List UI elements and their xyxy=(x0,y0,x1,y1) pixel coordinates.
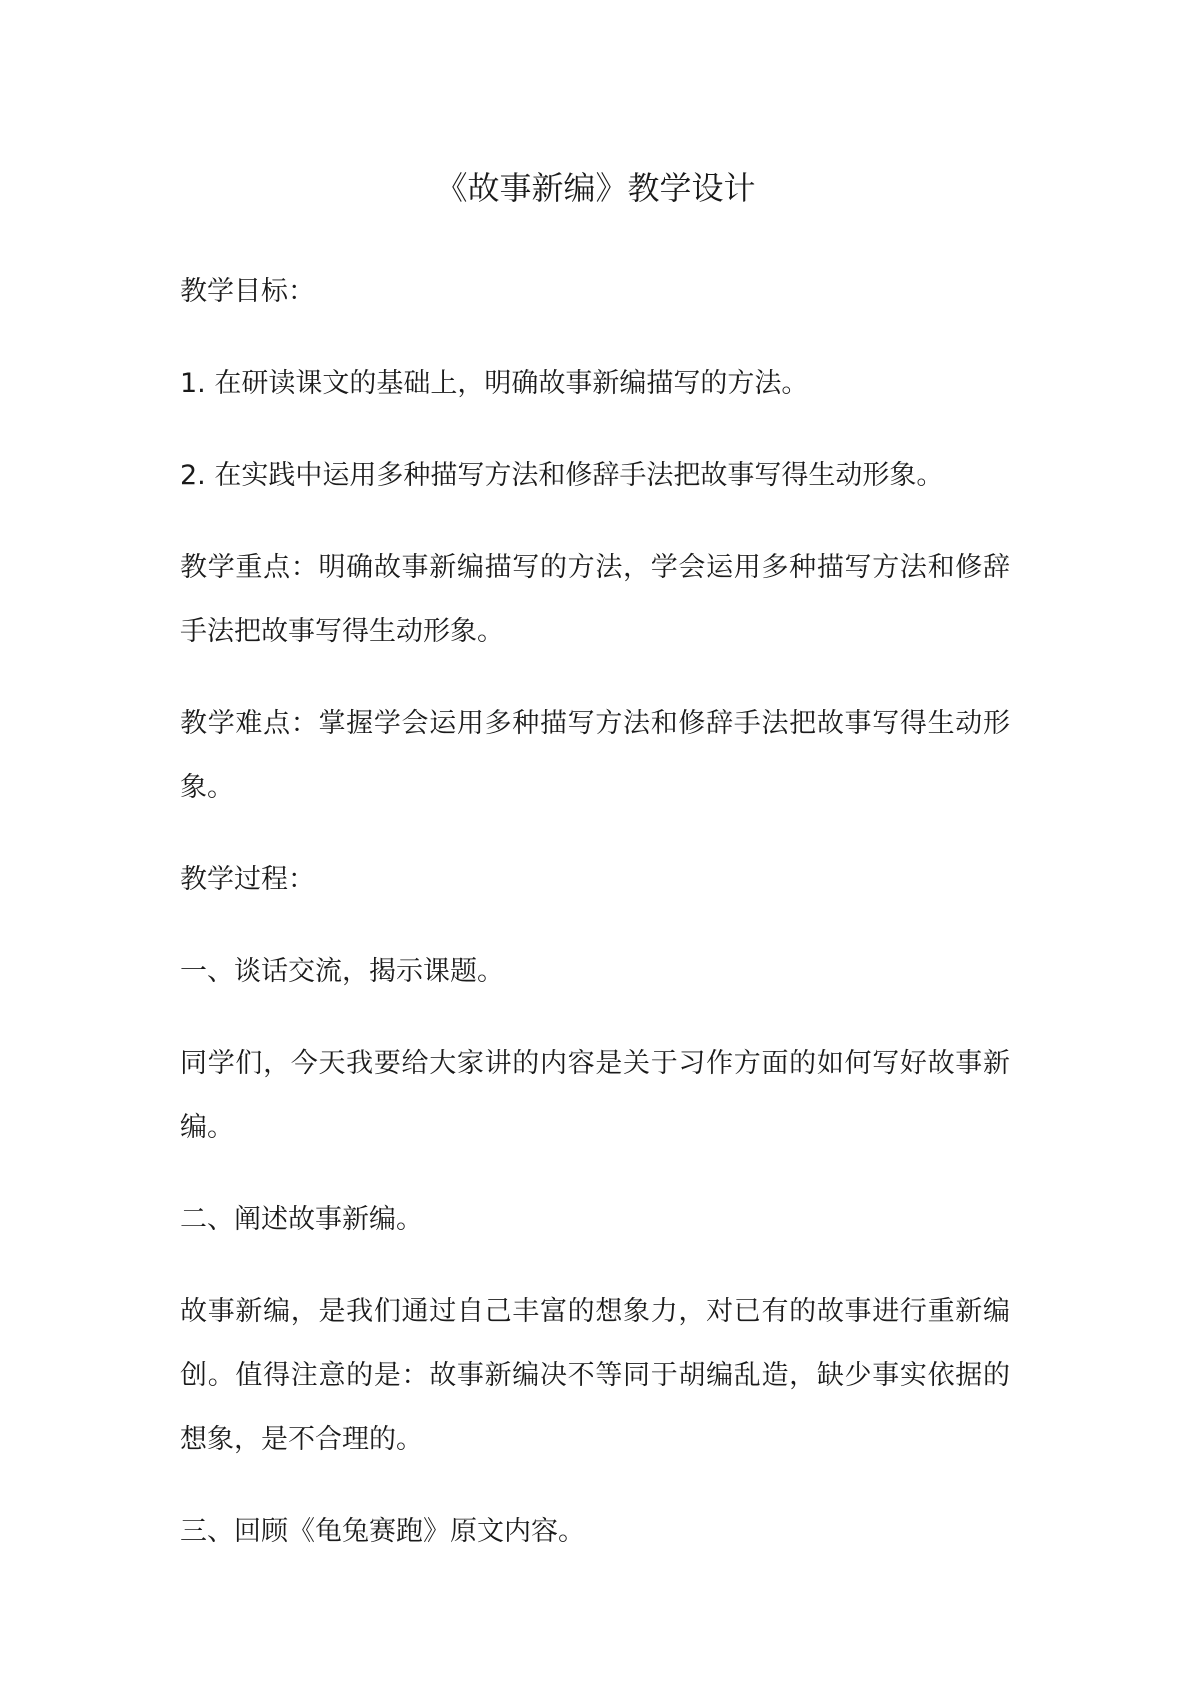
step-heading-1: 一、谈话交流，揭示课题。 xyxy=(180,956,504,987)
key-points-paragraph: 教学重点：明确故事新编描写的方法，学会运用多种描写方法和修辞手法把故事写得生动形象。 xyxy=(180,552,1010,647)
step-2-paragraph: 故事新编，是我们通过自己丰富的想象力，对已有的故事进行重新编创。值得注意的是：故事新编决不等同于胡编乱造，缺少事实依据的想象，是不合理的。 xyxy=(180,1296,1010,1455)
step-1-paragraph: 同学们，今天我要给大家讲的内容是关于习作方面的如何写好故事新编。 xyxy=(180,1048,1010,1143)
section-heading-process: 教学过程： xyxy=(180,864,315,895)
objective-item-2: 2. 在实践中运用多种描写方法和修辞手法把故事写得生动形象。 xyxy=(180,460,944,491)
document-title: 《故事新编》教学设计 xyxy=(435,169,756,207)
objective-item-1: 1. 在研读课文的基础上，明确故事新编描写的方法。 xyxy=(180,368,809,399)
step-heading-2: 二、阐述故事新编。 xyxy=(180,1204,423,1235)
section-heading-objectives: 教学目标： xyxy=(180,276,315,307)
document-body xyxy=(180,260,1010,1592)
difficult-points-paragraph: 教学难点：掌握学会运用多种描写方法和修辞手法把故事写得生动形象。 xyxy=(180,708,1010,803)
step-heading-3: 三、回顾《龟兔赛跑》原文内容。 xyxy=(180,1516,585,1547)
